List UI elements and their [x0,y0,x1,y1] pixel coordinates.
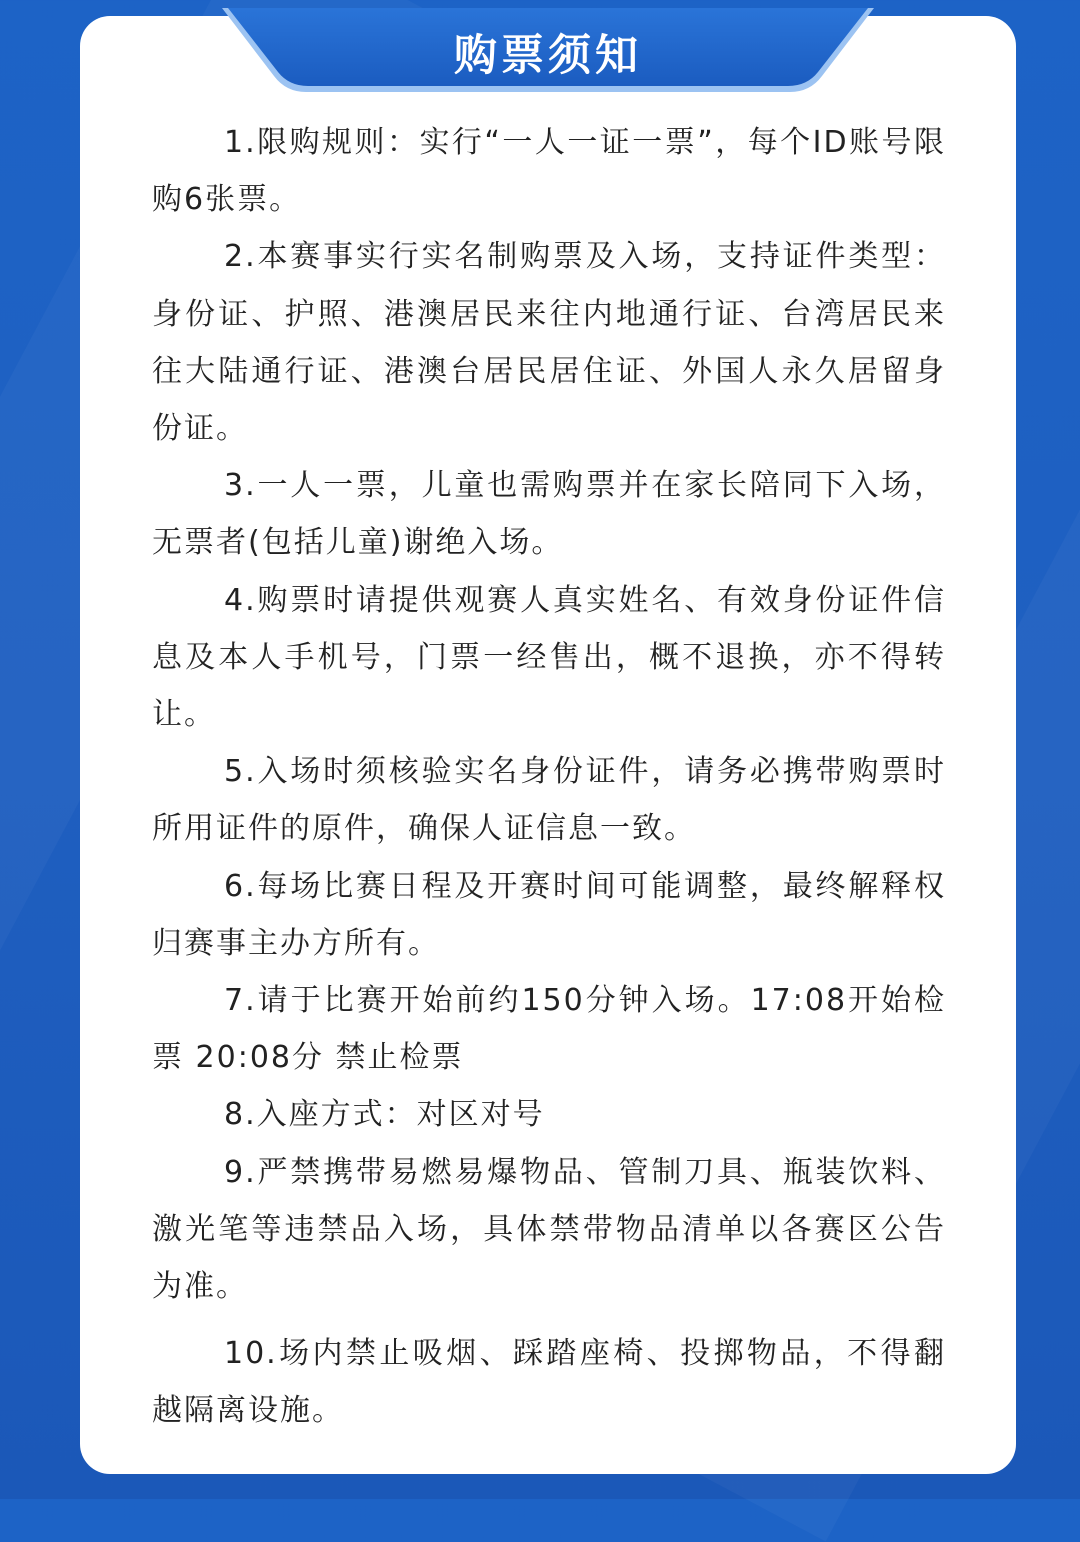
rule-item-1: 1.限购规则：实行“一人一证一票”，每个ID账号限购6张票。 [152,125,946,218]
rule-item-9: 9.严禁携带易燃易爆物品、管制刀具、瓶装饮料、激光笔等违禁品入场，具体禁带物品清单以各赛区公告为准。 [152,1154,946,1305]
rule-item-8: 8.入座方式：对区对号 [224,1097,545,1133]
rule-item-7: 7.请于比赛开始前约150分钟入场。17:08开始检票 20:08分 禁止检票 [152,983,946,1076]
rule-item-6: 6.每场比赛日程及开赛时间可能调整，最终解释权归赛事主办方所有。 [152,868,946,961]
rule-item-10: 10.场内禁止吸烟、踩踏座椅、投掷物品，不得翻越隔离设施。 [152,1336,946,1429]
rules-list [152,114,946,1440]
rule-item-3: 3.一人一票，儿童也需购票并在家长陪同下入场，无票者(包括儿童)谢绝入场。 [152,468,946,561]
rule-item-5: 5.入场时须核验实名身份证件，请务必携带购票时所用证件的原件，确保人证信息一致。 [152,754,946,847]
rule-item-4: 4.购票时请提供观赛人真实姓名、有效身份证件信息及本人手机号，门票一经售出，概不退换，亦不得转让。 [152,582,946,733]
title-banner [222,8,874,100]
rule-item-2: 2.本赛事实行实名制购票及入场，支持证件类型：身份证、护照、港澳居民来往内地通行证、台湾居民来往大陆通行证、港澳台居民居住证、外国人永久居留身份证。 [152,239,946,447]
page-title: 购票须知 [454,31,642,81]
